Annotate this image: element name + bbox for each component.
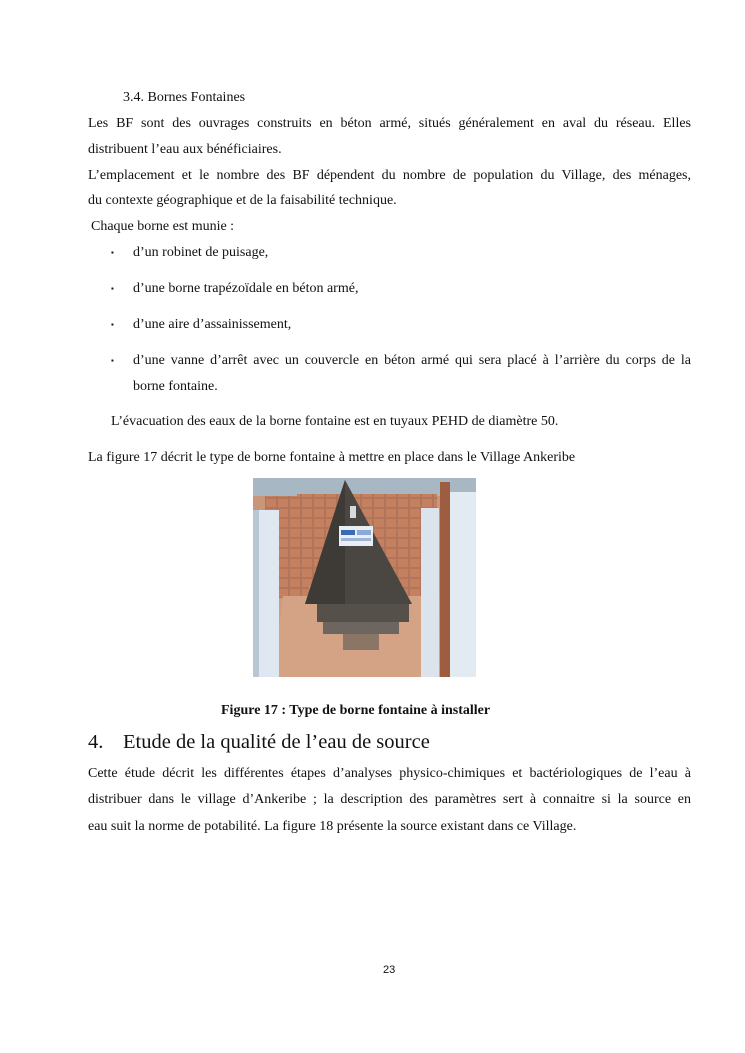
subsection-heading: 3.4. Bornes Fontaines xyxy=(123,90,246,105)
paragraph-line: La figure 17 décrit le type de borne fontaine à mettre en place dans le Village Ankeribe xyxy=(88,450,576,465)
paragraph-line: distribuer dans le village d’Ankeribe ; la description des paramètres sert à connaitre si la source en xyxy=(88,792,691,807)
list-item: d’un robinet de puisage, xyxy=(133,245,269,260)
paragraph-line: Les BF sont des ouvrages construits en béton armé, situés généralement en aval du réseau. Elles xyxy=(88,116,691,131)
list-item: d’une borne trapézoïdale en béton armé, xyxy=(133,281,359,296)
paragraph-line: L’évacuation des eaux de la borne fontaine est en tuyaux PEHD de diamètre 50. xyxy=(111,414,559,429)
list-intro: Chaque borne est munie : xyxy=(91,219,235,234)
list-item: d’une aire d’assainissement, xyxy=(133,317,292,332)
section-title: Etude de la qualité de l’eau de source xyxy=(123,731,430,753)
bullet-icon: ▪ xyxy=(111,320,114,329)
paragraph-line: Cette étude décrit les différentes étapes d’analyses physico-chimiques et bactériologiques de l’eau à xyxy=(88,766,691,781)
list-item-continuation: borne fontaine. xyxy=(133,379,218,394)
paragraph-line: L’emplacement et le nombre des BF dépendent du nombre de population du Village, des ménages, xyxy=(88,168,691,183)
paragraph-line: distribuent l’eau aux bénéficiaires. xyxy=(88,142,282,157)
figure-caption: Figure 17 : Type de borne fontaine à installer xyxy=(221,703,491,718)
section-number: 4. xyxy=(88,731,104,753)
list-item: d’une vanne d’arrêt avec un couvercle en béton armé qui sera placé à l’arrière du corps de la xyxy=(133,353,691,368)
paragraph-line: du contexte géographique et de la faisabilité technique. xyxy=(88,193,397,208)
bullet-icon: ▪ xyxy=(111,356,114,365)
bullet-icon: ▪ xyxy=(111,284,114,293)
paragraph-line: eau suit la norme de potabilité. La figure 18 présente la source existant dans ce Village. xyxy=(88,819,577,834)
page-number: 23 xyxy=(383,964,396,976)
bullet-icon: ▪ xyxy=(111,248,114,257)
borne-fontaine-photo xyxy=(253,478,476,677)
